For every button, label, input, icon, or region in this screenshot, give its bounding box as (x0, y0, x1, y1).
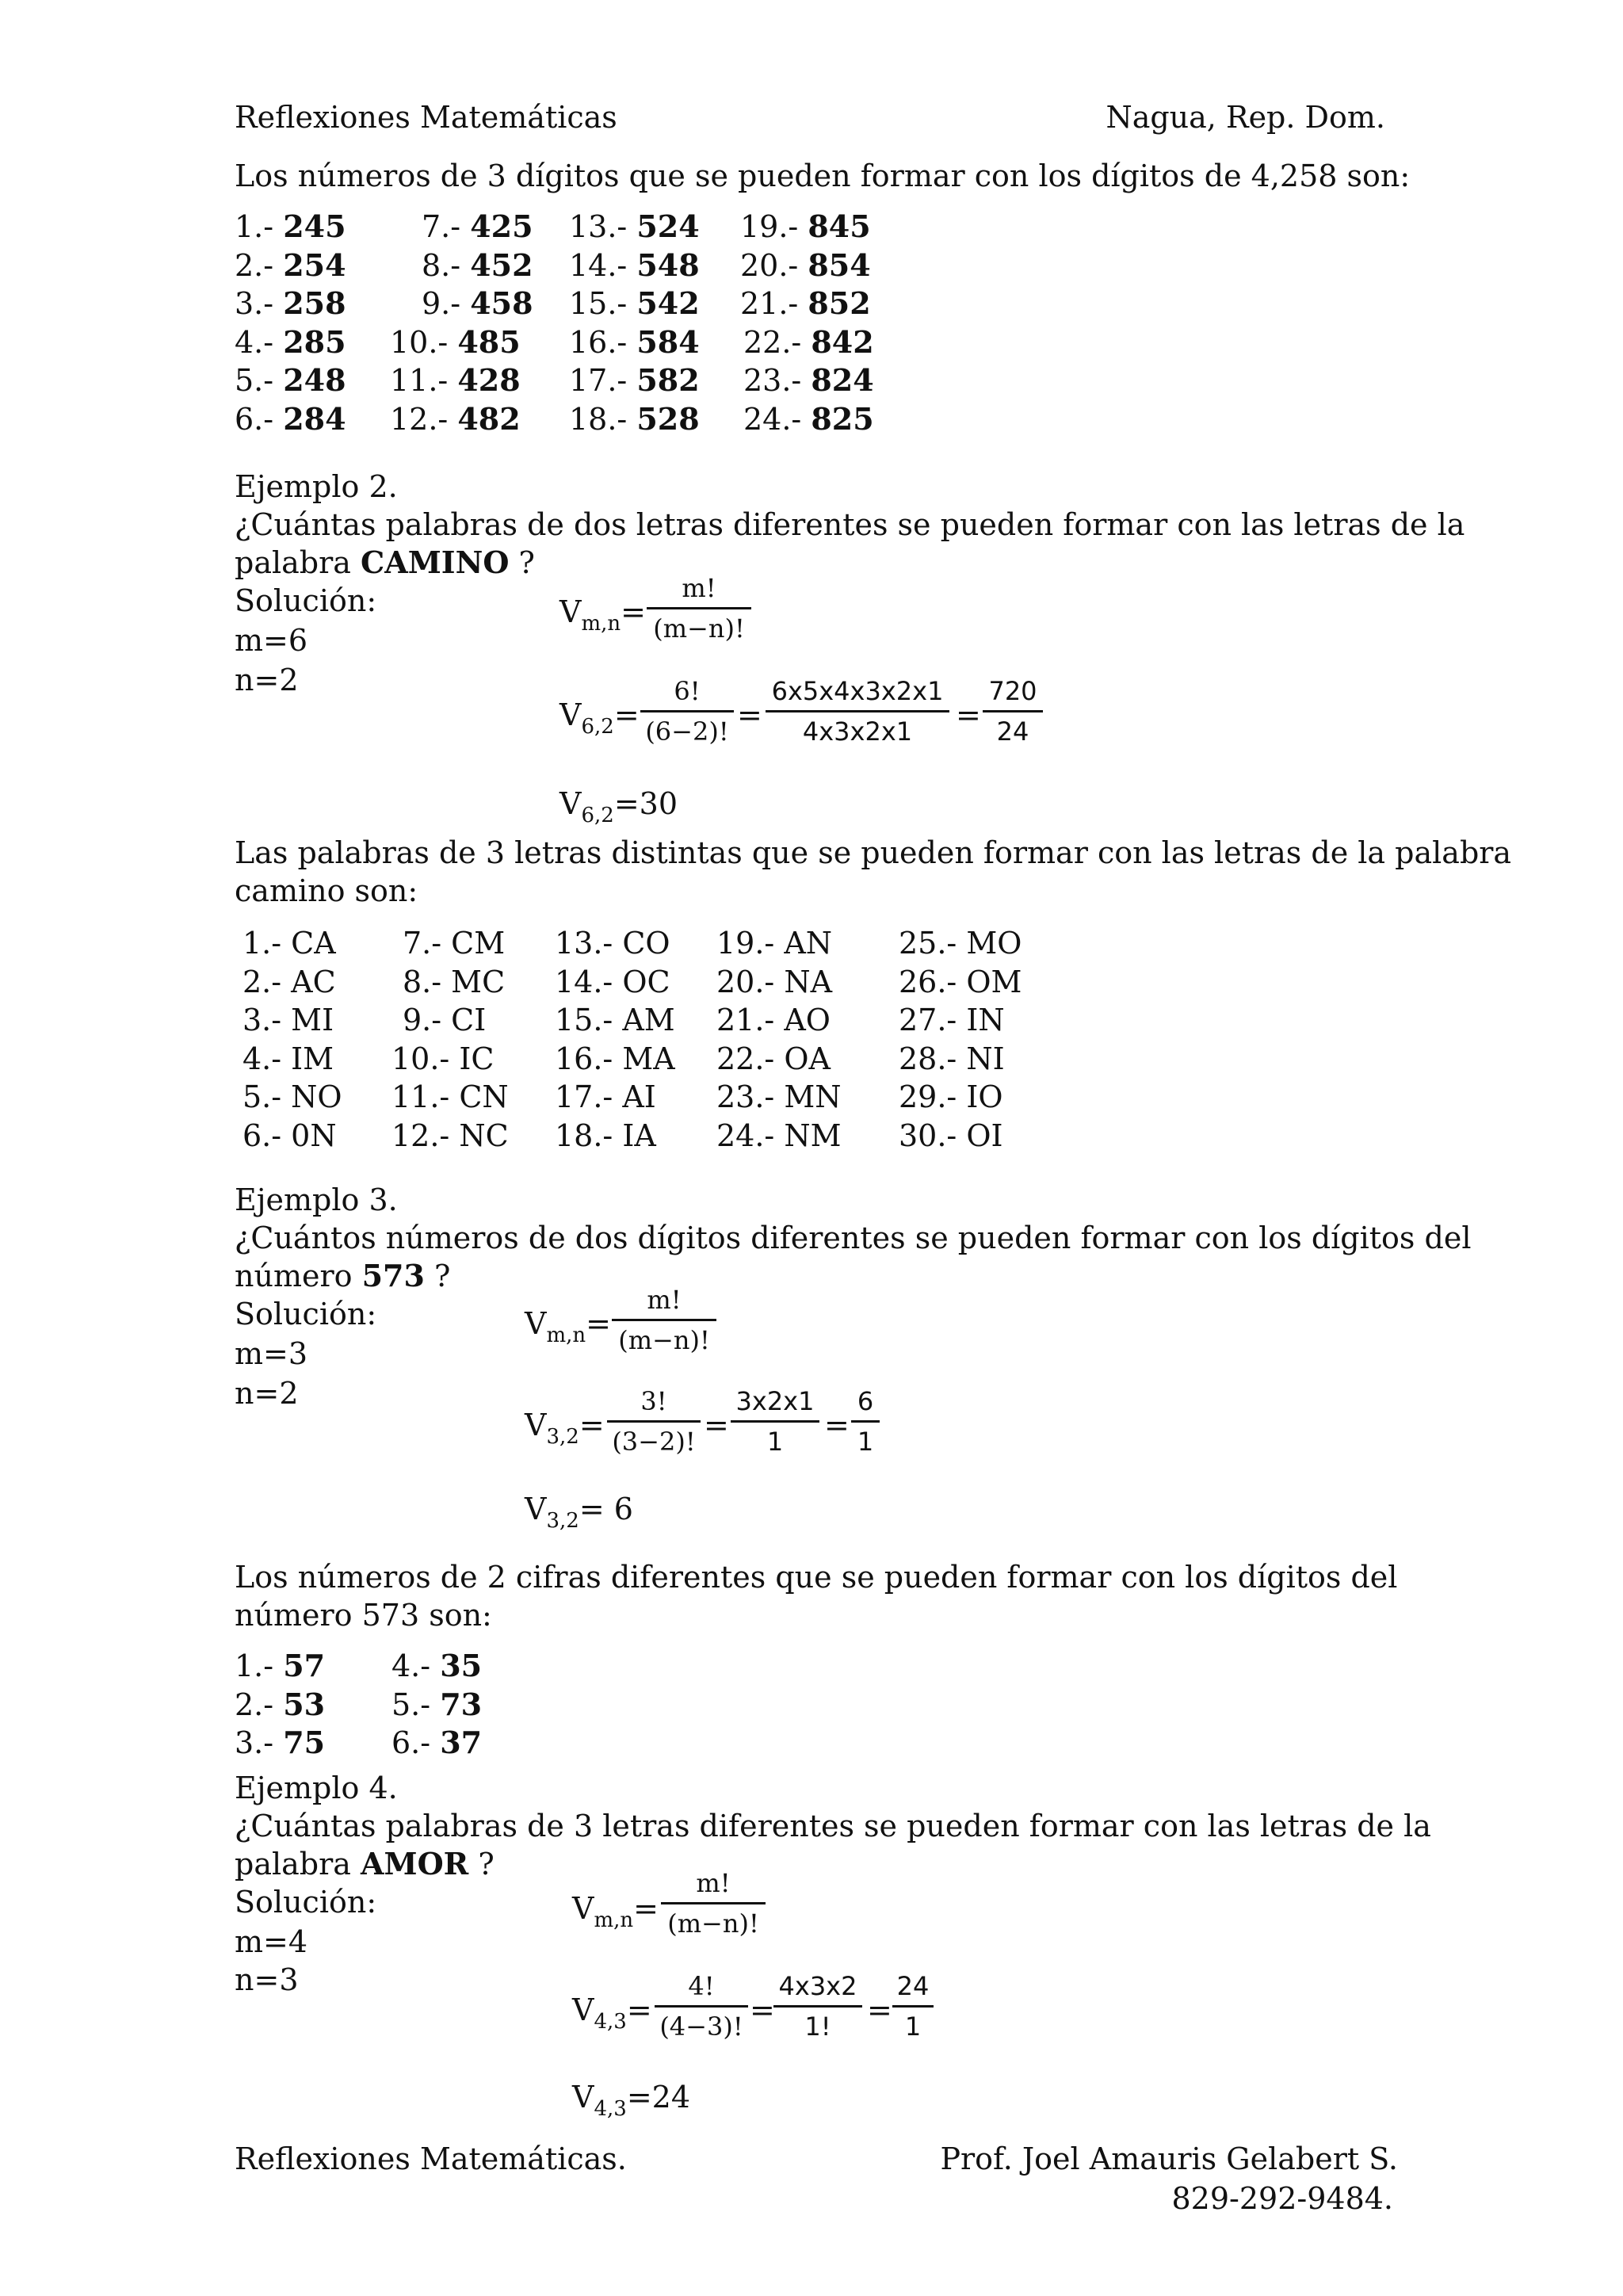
header-title: Reflexiones Matemáticas (235, 100, 617, 135)
ex2-n-value: n=2 (235, 663, 299, 697)
list2-item: 21.- AO (716, 1003, 831, 1037)
list1-item: 21.- 852 (740, 285, 871, 321)
ex2-calc-lhs: $V_{6,2}=$ (559, 697, 640, 739)
intro-list2-line1: Las palabras de 3 letras distintas que se pueden formar con las letras de la palabra (235, 835, 1512, 870)
list2-item: 2.- AC (242, 964, 336, 999)
ex2-result: $V_{6,2}=30$ (559, 786, 678, 827)
ex3-result: $V_{3,2}= 6$ (525, 1492, 633, 1533)
ex2-calc-fraction3: $\frac{720}{24}$ (983, 675, 1043, 747)
list2-item: 29.- IO (899, 1079, 1003, 1114)
ex4-n-value: n=3 (235, 1962, 299, 1997)
ex3-equals-3: = (824, 1408, 850, 1442)
list2-item: 26.- OM (899, 964, 1022, 999)
ex3-question-line1: ¿Cuántos números de dos dígitos diferentes se pueden formar con los dígitos del (235, 1221, 1472, 1255)
list2-item: 6.- 0N (242, 1117, 337, 1153)
ex2-equals-3: = (956, 697, 981, 732)
ex4-word: AMOR (361, 1846, 469, 1881)
list2-item: 11.- CN (391, 1079, 509, 1114)
ex4-question-line2: palabra AMOR ? (235, 1846, 495, 1881)
list2-item: 22.- OA (716, 1041, 831, 1076)
ex3-calc-fraction1: $\frac{3!}{(3-2)!}$ (607, 1385, 701, 1457)
list1-item: 15.- 542 (569, 285, 700, 321)
list1-item: 7.- 425 (422, 208, 533, 244)
list3-item: 4.- 35 (391, 1648, 483, 1683)
list1-item: 19.- 845 (740, 208, 871, 244)
list2-item: 9.- CI (403, 1003, 487, 1037)
ex4-equals-2: = (750, 1992, 775, 2027)
intro-list3-line2: número 573 son: (235, 1598, 492, 1633)
list2-item: 19.- AN (716, 926, 833, 961)
list2-item: 13.- CO (555, 926, 670, 961)
ex3-number: 573 (361, 1258, 425, 1293)
list2-item: 27.- IN (899, 1003, 1005, 1037)
list1-item: 8.- 452 (422, 246, 533, 283)
ex2-solution-label: Solución: (235, 583, 377, 618)
list1-item: 17.- 582 (569, 362, 700, 398)
footer-author: Prof. Joel Amauris Gelabert S. (940, 2141, 1398, 2176)
list2-item: 24.- NM (716, 1117, 842, 1153)
list2-item: 4.- IM (242, 1041, 334, 1076)
ex4-formula-lhs: $V_{m,n}=$ (572, 1891, 659, 1932)
list1-item: 9.- 458 (422, 285, 533, 321)
ex2-question-line2: palabra CAMINO ? (235, 544, 535, 580)
list1-item: 20.- 854 (740, 246, 871, 283)
ex3-solution-label: Solución: (235, 1297, 377, 1331)
list2-item: 20.- NA (716, 964, 833, 999)
header-location: Nagua, Rep. Dom. (1106, 100, 1385, 135)
list1-item: 3.- 258 (235, 285, 346, 321)
ex2-m-value: m=6 (235, 623, 308, 658)
list1-item: 18.- 528 (569, 400, 700, 437)
list1-item: 10.- 485 (390, 323, 521, 360)
ex3-equals-2: = (704, 1408, 729, 1442)
list1-item: 14.- 548 (569, 246, 700, 283)
ex2-formula-fraction: $\frac{m!}{(m-n)!}$ (647, 572, 751, 644)
ex2-equals-2: = (737, 697, 762, 732)
list1-item: 1.- 245 (235, 208, 346, 244)
list2-item: 3.- MI (242, 1003, 334, 1037)
list2-item: 28.- NI (899, 1041, 1005, 1076)
list2-item: 1.- CA (242, 926, 336, 961)
ex2-calc-fraction1: $\frac{6!}{(6-2)!}$ (640, 675, 734, 747)
ex4-calc-fraction1: $\frac{4!}{(4-3)!}$ (655, 1970, 748, 2042)
ex4-calc-fraction2: $\frac{4x3x2}{1!}$ (773, 1970, 862, 2042)
ex2-word: CAMINO (361, 544, 510, 580)
list1-item: 16.- 584 (569, 323, 700, 360)
list2-item: 5.- NO (242, 1079, 342, 1114)
list1-item: 24.- 825 (743, 400, 874, 437)
list2-item: 25.- MO (899, 926, 1022, 961)
ex3-calc-lhs: $V_{3,2}=$ (525, 1408, 605, 1449)
ex2-calc-fraction2: $\frac{6x5x4x3x2x1}{4x3x2x1}$ (766, 675, 949, 747)
list1-item: 4.- 285 (235, 323, 346, 360)
list3-item: 2.- 53 (235, 1686, 326, 1722)
footer-title: Reflexiones Matemáticas. (235, 2141, 627, 2176)
list1-item: 11.- 428 (390, 362, 521, 398)
footer-phone: 829-292-9484. (1171, 2181, 1393, 2216)
intro-list1: Los números de 3 dígitos que se pueden formar con los dígitos de 4,258 son: (235, 159, 1411, 193)
ex3-formula-lhs: $V_{m,n}=$ (525, 1306, 611, 1347)
list2-item: 16.- MA (555, 1041, 675, 1076)
intro-list3-line1: Los números de 2 cifras diferentes que se pueden formar con los dígitos del (235, 1560, 1398, 1595)
list2-item: 30.- OI (899, 1117, 1003, 1153)
ex4-result: $V_{4,3}=24$ (572, 2080, 691, 2121)
list3-item: 3.- 75 (235, 1725, 326, 1760)
list1-item: 12.- 482 (390, 400, 521, 437)
list2-item: 18.- IA (555, 1117, 656, 1153)
list2-item: 10.- IC (391, 1041, 495, 1076)
ex4-title: Ejemplo 4. (235, 1771, 398, 1805)
ex3-question-line2: número 573 ? (235, 1258, 451, 1293)
ex2-formula-lhs: $V_{m,n}=$ (559, 594, 646, 636)
list1-item: 23.- 824 (743, 362, 874, 398)
list3-item: 1.- 57 (235, 1648, 326, 1683)
ex4-m-value: m=4 (235, 1924, 308, 1959)
list2-item: 8.- MC (403, 964, 506, 999)
ex2-title: Ejemplo 2. (235, 469, 398, 504)
ex3-formula-fraction: $\frac{m!}{(m-n)!}$ (612, 1284, 716, 1356)
ex4-calc-fraction3: $\frac{24}{1}$ (892, 1970, 934, 2042)
intro-list2-line2: camino son: (235, 873, 418, 908)
ex4-solution-label: Solución: (235, 1885, 377, 1920)
ex2-question-line1: ¿Cuántas palabras de dos letras diferentes se pueden formar con las letras de la (235, 507, 1465, 542)
ex3-m-value: m=3 (235, 1336, 308, 1371)
ex3-calc-fraction2: $\frac{3x2x1}{1}$ (731, 1385, 819, 1457)
list1-item: 13.- 524 (569, 208, 700, 244)
list3-item: 5.- 73 (391, 1686, 483, 1722)
list2-item: 23.- MN (716, 1079, 842, 1114)
list1-item: 5.- 248 (235, 362, 346, 398)
ex3-title: Ejemplo 3. (235, 1182, 398, 1217)
ex4-equals-3: = (867, 1992, 892, 2027)
list2-item: 14.- OC (555, 964, 670, 999)
ex4-calc-lhs: $V_{4,3}=$ (572, 1992, 652, 2034)
ex4-question-line1: ¿Cuántas palabras de 3 letras diferentes se pueden formar con las letras de la (235, 1809, 1431, 1843)
list2-item: 17.- AI (555, 1079, 656, 1114)
list2-item: 15.- AM (555, 1003, 675, 1037)
list3-item: 6.- 37 (391, 1725, 483, 1760)
ex3-calc-fraction3: $\frac{6}{1}$ (851, 1385, 880, 1457)
list1-item: 2.- 254 (235, 246, 346, 283)
list2-item: 12.- NC (391, 1117, 509, 1153)
list1-item: 6.- 284 (235, 400, 346, 437)
ex4-formula-fraction: $\frac{m!}{(m-n)!}$ (661, 1867, 766, 1939)
list2-item: 7.- CM (403, 926, 506, 961)
ex3-n-value: n=2 (235, 1376, 299, 1411)
list1-item: 22.- 842 (743, 323, 874, 360)
